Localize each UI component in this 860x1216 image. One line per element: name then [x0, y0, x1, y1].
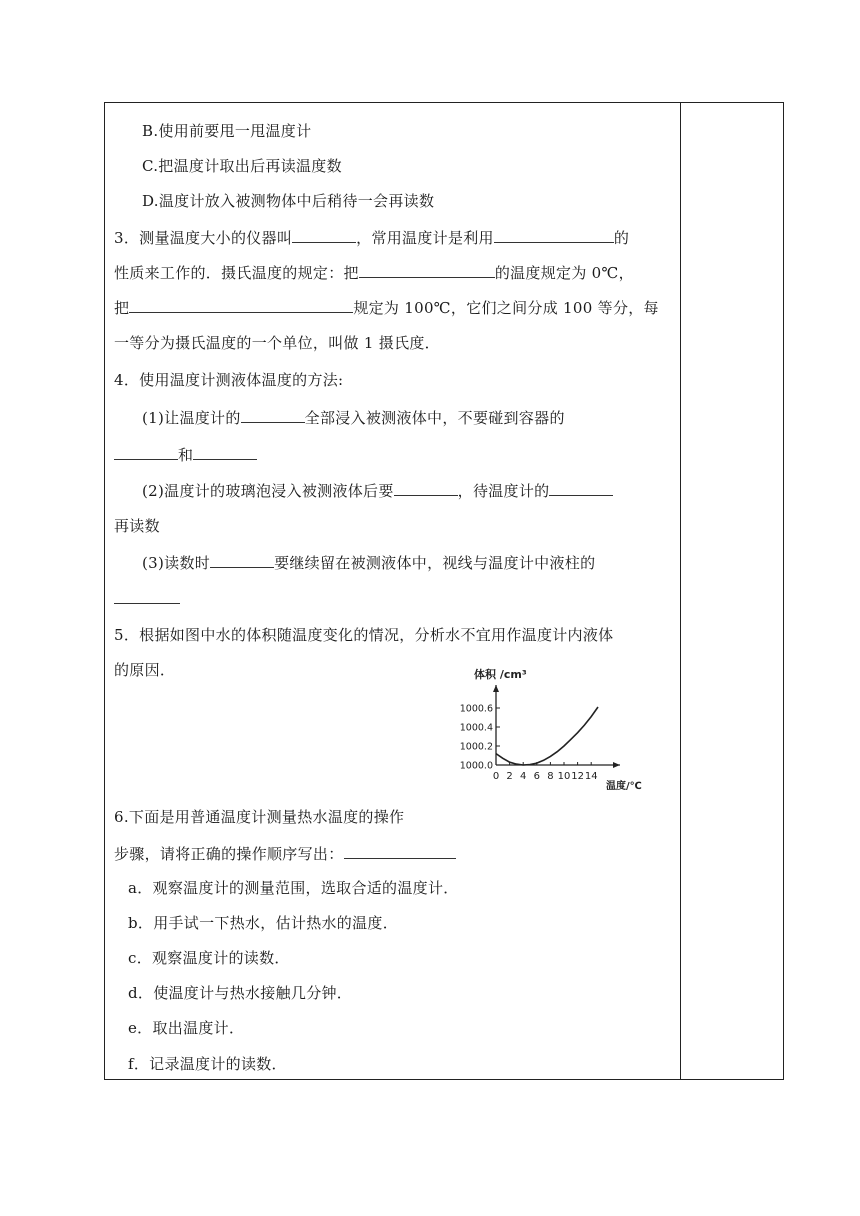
y-axis-arrow: [493, 685, 499, 692]
q6-step-d: d．使温度计与热水接触几分钟．: [128, 984, 353, 1002]
x-tick-label: 2: [506, 771, 513, 782]
y-tick-label: 1000.2: [459, 741, 493, 753]
y-tick-label: 1000.6: [459, 703, 493, 715]
q4-step-1-cont: 和: [114, 444, 257, 465]
q4-step-3: (3)读数时 要继续留在被测液体中，视线与温度计中液柱的: [142, 554, 596, 572]
answer-blank[interactable]: [394, 480, 458, 496]
q6-line-1: 6.下面是用普通温度计测量热水温度的操作: [114, 808, 405, 826]
x-axis-arrow: [613, 762, 620, 768]
x-tick-label: 10: [557, 771, 571, 782]
chart-y-ticks: [460, 704, 500, 772]
q4-step-3-cont: [114, 588, 180, 609]
answer-blank[interactable]: [549, 480, 613, 496]
answer-blank[interactable]: [129, 297, 353, 313]
water-volume-chart: [448, 663, 658, 795]
q2-option-d: D.温度计放入被测物体中后稍待一会再读数: [142, 192, 435, 210]
q2-option-c: C.把温度计取出后再读温度数: [142, 157, 342, 175]
y-tick-label: 1000.4: [459, 722, 493, 734]
q3-line-3: 把 规定为 100℃，它们之间分成 100 等分，每: [114, 299, 659, 317]
answer-blank[interactable]: [292, 227, 356, 243]
x-tick-label: 6: [533, 771, 540, 782]
q6-step-c: c．观察温度计的读数．: [128, 949, 290, 967]
chart-series: [496, 707, 598, 765]
answer-blank[interactable]: [359, 262, 495, 278]
x-tick-label: 4: [520, 771, 527, 782]
answer-blank[interactable]: [193, 444, 257, 460]
chart-axes: [493, 685, 620, 768]
y-tick-label: 1000.0: [459, 760, 493, 772]
answer-blank[interactable]: [494, 227, 614, 243]
q6-line-2: 步骤，请将正确的操作顺序写出：: [114, 843, 456, 864]
q4-title: 4．使用温度计测液体温度的方法:: [114, 371, 344, 389]
q6-step-e: e．取出温度计．: [128, 1019, 245, 1037]
q6-step-b: b．用手试一下热水，估计热水的温度．: [128, 914, 399, 932]
answer-blank[interactable]: [241, 407, 305, 423]
answer-blank[interactable]: [114, 588, 180, 604]
q5-line-2: 的原因．: [114, 661, 176, 679]
x-tick-label: 0: [492, 771, 500, 782]
q6-step-f: f．记录温度计的读数．: [128, 1055, 287, 1073]
volume-curve: [496, 707, 598, 765]
x-tick-label: 14: [584, 771, 598, 782]
answer-blank[interactable]: [114, 444, 178, 460]
q3-line-2: 性质来工作的．摄氏温度的规定：把 的温度规定为 0℃，: [114, 264, 634, 282]
q4-step-1: (1)让温度计的 全部浸入被测液体中，不要碰到容器的: [142, 409, 565, 427]
q2-option-b: B.使用前要甩一甩温度计: [142, 122, 312, 140]
q5-line-1: 5．根据如图中水的体积随温度变化的情况，分析水不宜用作温度计内液体: [114, 626, 614, 644]
chart-x-axis-label: 温度/℃: [606, 781, 642, 792]
q6-step-a: a．观察温度计的测量范围，选取合适的温度计．: [128, 879, 459, 897]
q4-step-2: (2)温度计的玻璃泡浸入被测液体后要 ，待温度计的: [142, 480, 613, 501]
x-tick-label: 12: [571, 771, 584, 782]
q4-step-2-cont: 再读数: [114, 517, 160, 535]
worksheet-table: [104, 102, 784, 1080]
answer-blank[interactable]: [344, 843, 456, 859]
answer-blank[interactable]: [210, 552, 274, 568]
table-column-divider: [680, 102, 681, 1080]
chart-y-axis-label: 体积 /cm³: [474, 668, 527, 681]
q3-line-4: 一等分为摄氏温度的一个单位，叫做 1 摄氏度．: [114, 334, 440, 352]
x-tick-label: 8: [547, 771, 554, 782]
q3-line-1: 3．测量温度大小的仪器叫 ，常用温度计是利用 的: [114, 229, 630, 247]
